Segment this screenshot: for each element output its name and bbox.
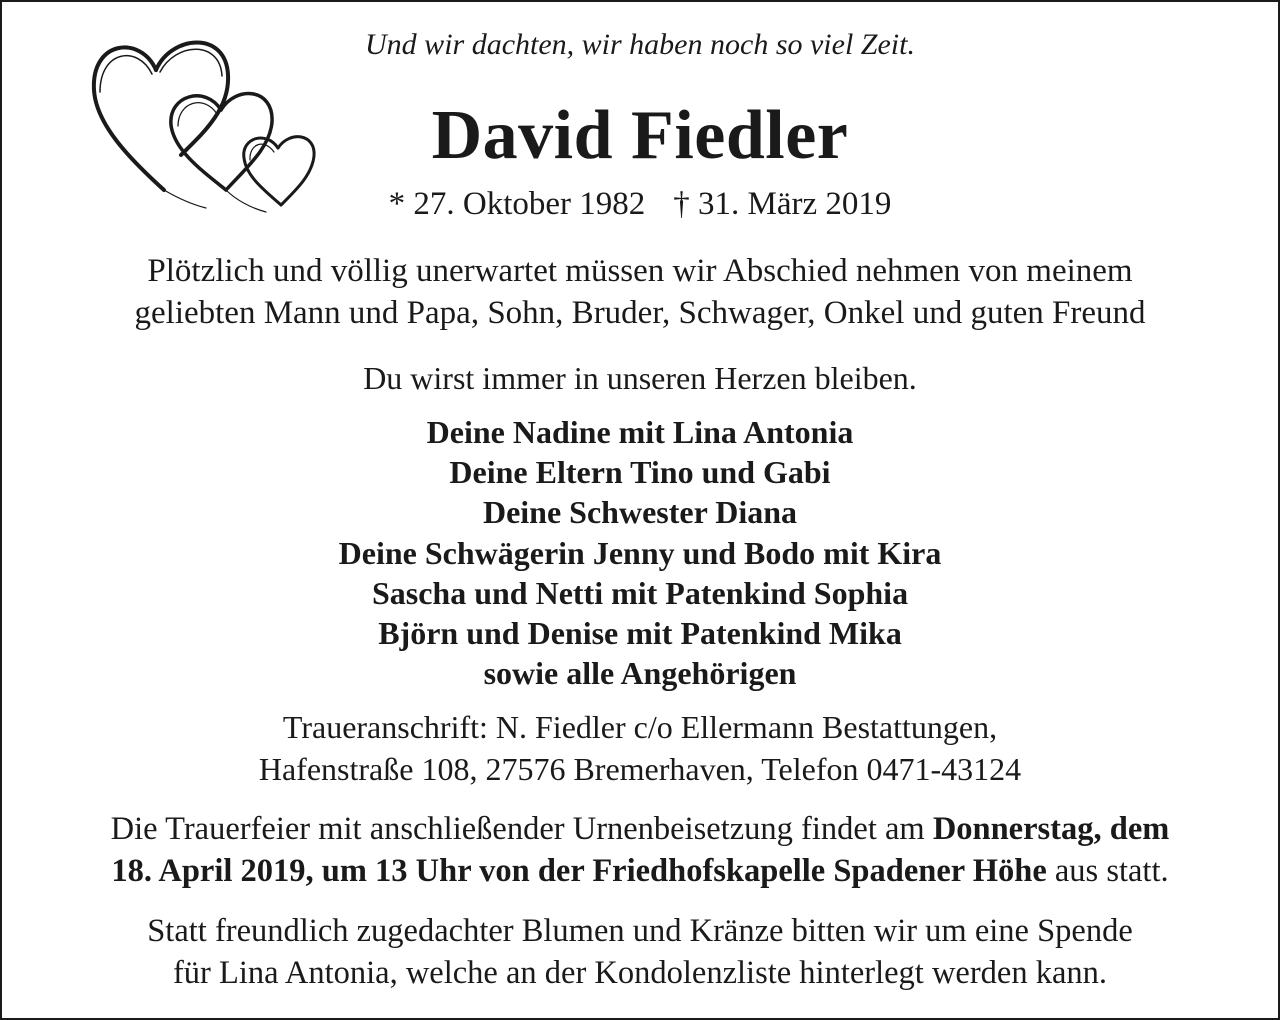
ceremony-date-bold: Donnerstag, dem xyxy=(932,811,1170,847)
signer: Björn und Denise mit Patenkind Mika xyxy=(378,615,902,652)
address-line: Hafenstraße 108, 27576 Bremerhaven, Telefon 0471-43124 xyxy=(258,751,1022,787)
ceremony-info xyxy=(0,808,1280,892)
signer: Deine Schwägerin Jenny und Bodo mit Kira xyxy=(338,534,942,571)
ceremony-text-end: aus statt. xyxy=(1046,853,1169,889)
birth-date: * 27. Oktober 1982 xyxy=(388,186,646,222)
donation-note xyxy=(0,910,1280,994)
signer: Deine Eltern Tino und Gabi xyxy=(449,454,831,491)
signer: Deine Nadine mit Lina Antonia xyxy=(426,414,854,450)
donation-line: für Lina Antonia, welche an der Kondolenzliste hinterlegt werden kann. xyxy=(172,955,1108,991)
motto xyxy=(0,28,1280,62)
address-line: Traueranschrift: N. Fiedler c/o Ellermann Bestattungen, xyxy=(282,709,998,745)
signers-list xyxy=(0,412,1280,693)
motto-text: Und wir dachten, wir haben noch so viel Zeit. xyxy=(365,28,915,61)
closing-line: Du wirst immer in unseren Herzen bleiben. xyxy=(363,360,917,396)
intro-text xyxy=(0,250,1280,334)
signer: Sascha und Netti mit Patenkind Sophia xyxy=(371,574,909,611)
ceremony-line-1 xyxy=(0,808,1280,850)
mourning-address xyxy=(0,706,1280,790)
ceremony-line-2 xyxy=(0,850,1280,892)
ceremony-text: Die Trauerfeier mit anschließender Urnenbeisetzung findet am xyxy=(110,811,933,847)
intro-line: Plötzlich und völlig unerwartet müssen wir Abschied nehmen von meinem xyxy=(147,253,1133,289)
donation-line: Statt freundlich zugedachter Blumen und Kränze bitten wir um eine Spende xyxy=(147,913,1133,949)
death-date: † 31. März 2019 xyxy=(673,186,892,222)
signer: sowie alle Angehörigen xyxy=(483,655,797,692)
intro-line: geliebten Mann und Papa, Sohn, Bruder, Schwager, Onkel und guten Freund xyxy=(134,295,1146,331)
signer: Deine Schwester Diana xyxy=(482,494,798,531)
ceremony-time-place-bold: 18. April 2019, um 13 Uhr von der Friedhofskapelle Spadener Höhe xyxy=(111,853,1047,889)
deceased-name: David Fiedler xyxy=(431,97,849,174)
life-dates xyxy=(0,186,1280,223)
